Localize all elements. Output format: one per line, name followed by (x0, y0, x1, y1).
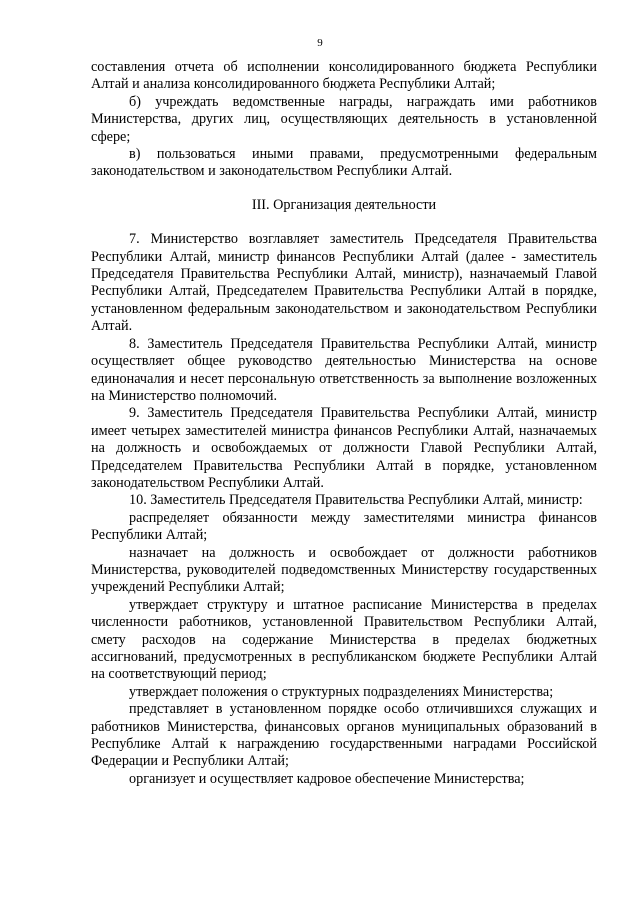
page-number: 9 (317, 37, 323, 49)
paragraph-continued: составления отчета об исполнении консолидированного бюджета Республики Алтай и анализа консолидированного бюджета Республики Алтай; (91, 59, 597, 93)
paragraph-clause-8: 8. Заместитель Председателя Правительства Республики Алтай, министр осуществляет общее руководство деятельностью Министерства на основе единоначалия и несет персональную ответственность за выполнение возложенных на Министерство полномочий. (91, 335, 597, 404)
paragraph-duty-appoint: назначает на должность и освобождает от должности работников Министерства, руководителей подведомственных Министерству государственных учреждений Республики Алтай; (91, 544, 597, 596)
paragraph-item-b: б) учреждать ведомственные награды, награждать ими работников Министерства, других лиц, осуществляющих деятельность в установленной сфере; (91, 93, 597, 145)
paragraph-duty-regulations: утверждает положения о структурных подразделениях Министерства; (129, 683, 554, 700)
paragraph-item-v: в) пользоваться иными правами, предусмотренными федеральным законодательством и законодательством Республики Алтай. (91, 146, 597, 180)
paragraph-duty-staffing: организует и осуществляет кадровое обеспечение Министерства; (129, 770, 525, 787)
paragraph-duty-structure: утверждает структуру и штатное расписание Министерства в пределах численности работников, установленной Правительством Республики Алтай, смету расходов на содержание Министерства в пределах бюджетных ассигнований, предусмотренных в республиканском бюджете Республики Алтай на соответствующий период; (91, 596, 597, 683)
paragraph-clause-9: 9. Заместитель Председателя Правительства Республики Алтай, министр имеет четырех заместителей министра финансов Республики Алтай, назначаемых на должность и освобождаемых от должности Главой Республики Алтай, Председателем Правительства Республики Алтай в порядке, установленном законодательством Республики Алтай. (91, 405, 597, 491)
paragraph-clause-10: 10. Заместитель Председателя Правительства Республики Алтай, министр: (129, 492, 583, 509)
document-body (91, 59, 597, 788)
paragraph-duty-awards: представляет в установленном порядке особо отличившихся служащих и работников Министерства, финансовых органов муниципальных образований в Республике Алтай к награждению государственными наградами Российской Федерации и Республики Алтай; (91, 701, 597, 770)
section-heading: III. Организация деятельности (251, 196, 437, 213)
paragraph-duty-distribute: распределяет обязанности между заместителями министра финансов Республики Алтай; (91, 509, 597, 544)
paragraph-clause-7: 7. Министерство возглавляет заместитель Председателя Правительства Республики Алтай, министр финансов Республики Алтай (далее - заместитель Председателя Правительства Республики Алтай, министр), назначаемый Главой Республики Алтай, Председателем Правительства Республики Алтай в порядке, установленном федеральным законодательством и законодательством Республики Алтай. (91, 231, 597, 335)
